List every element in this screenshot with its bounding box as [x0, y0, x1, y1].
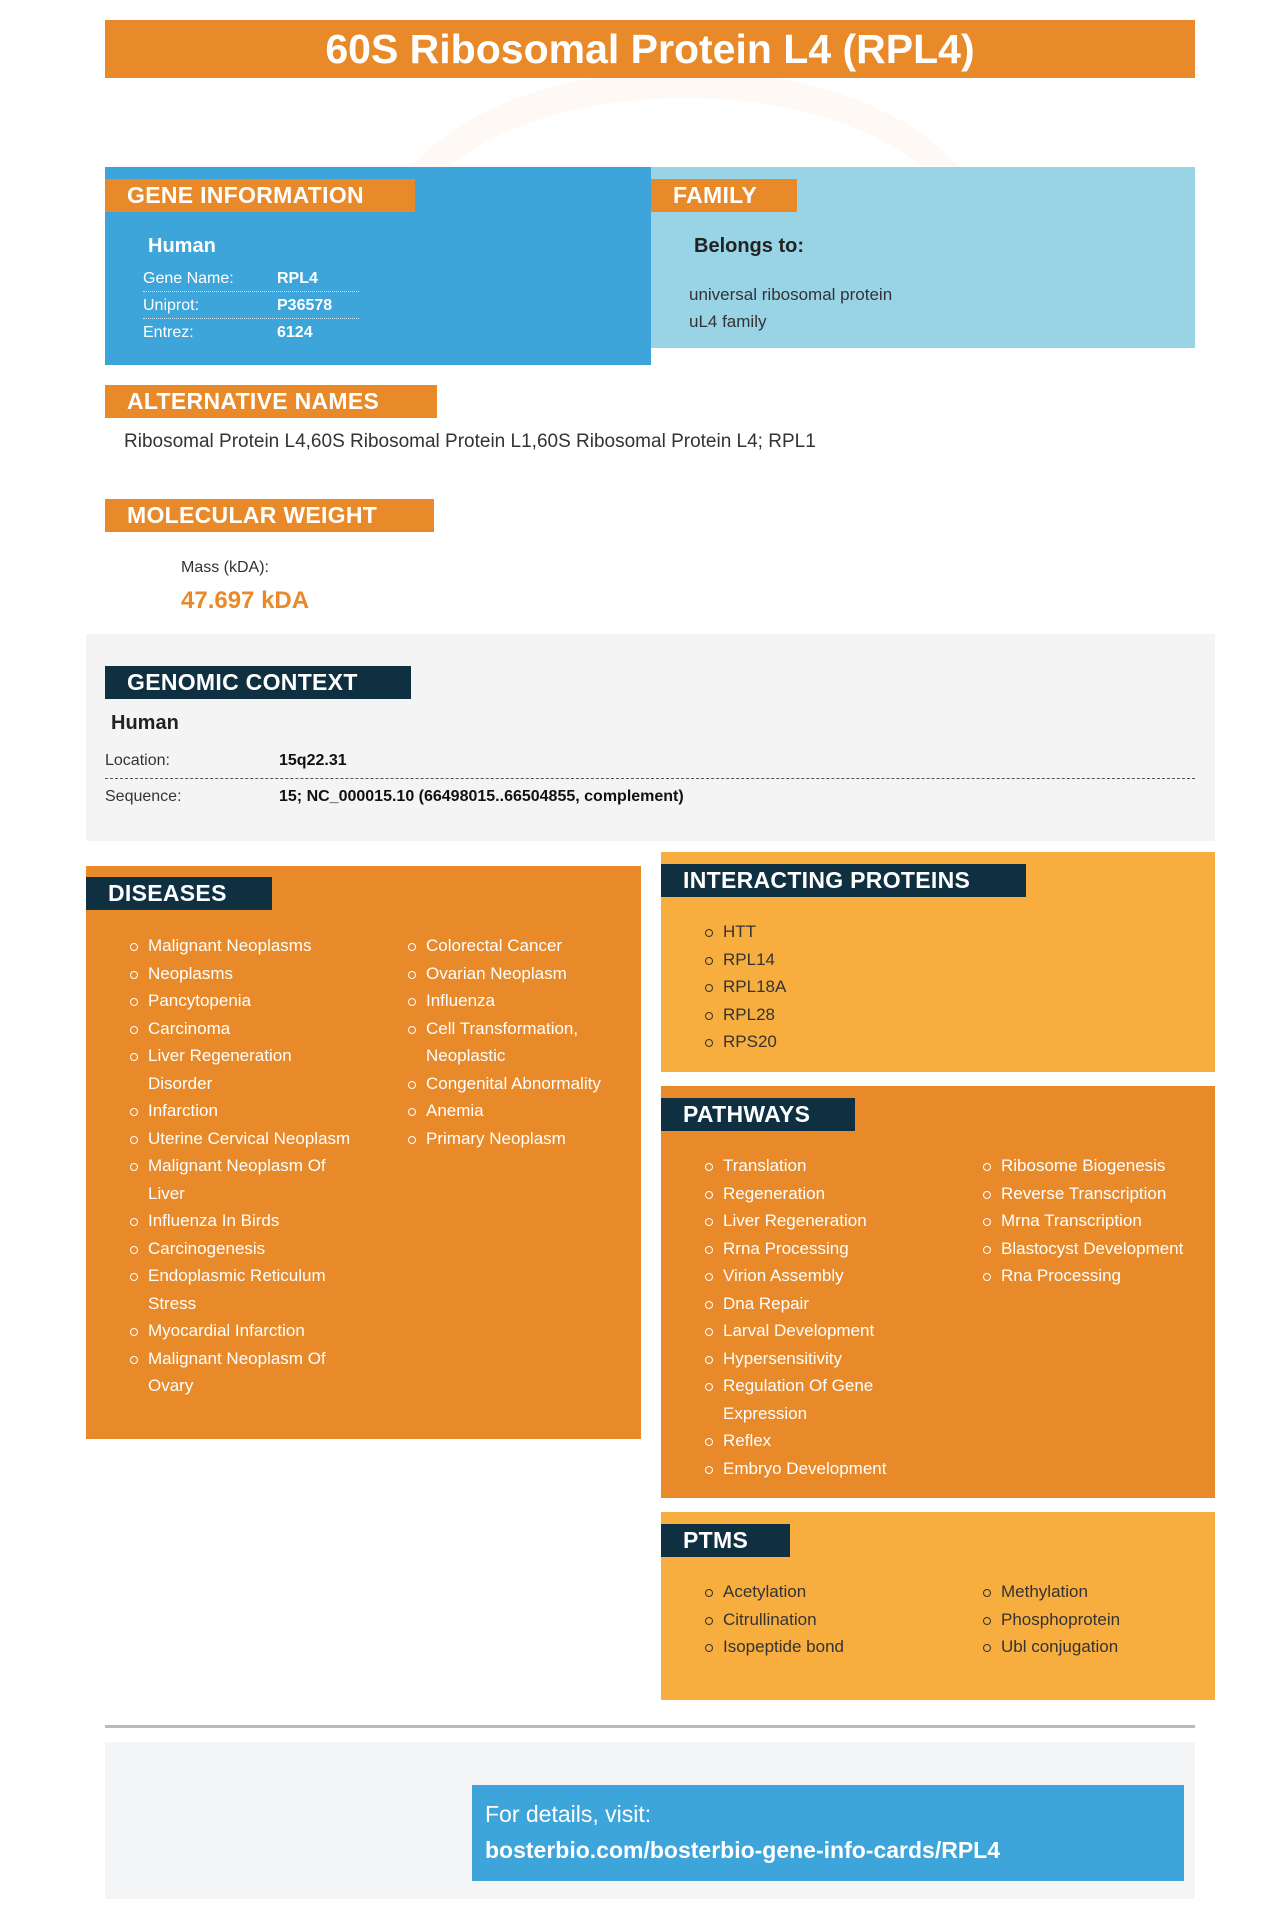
molecular-weight-label: MOLECULAR WEIGHT: [105, 499, 434, 532]
pathway-item: Rna Processing: [982, 1262, 1207, 1290]
disease-item: Infarction: [129, 1097, 359, 1125]
gene-row-value: 6124: [277, 324, 313, 341]
gene-row-key: Entrez:: [143, 324, 194, 341]
disease-item: Congenital Abnormality: [407, 1070, 627, 1098]
disease-item: Malignant Neoplasms: [129, 932, 359, 960]
ptms-list-col1: [704, 1578, 924, 1661]
pathway-item: Blastocyst Development: [982, 1235, 1207, 1263]
disease-item: Anemia: [407, 1097, 627, 1125]
protein-item: RPL18A: [704, 973, 1004, 1001]
family-belongs-to: Belongs to:: [694, 235, 804, 257]
pathway-item: Ribosome Biogenesis: [982, 1152, 1207, 1180]
alternative-names-label: ALTERNATIVE NAMES: [105, 385, 437, 418]
pathway-item: Liver Regeneration: [704, 1207, 929, 1235]
pathways-section: [661, 1086, 1215, 1498]
location-key: Location:: [105, 752, 170, 769]
ptm-item: Acetylation: [704, 1578, 924, 1606]
disease-item: Endoplasmic Reticulum Stress: [129, 1262, 359, 1317]
gene-row-name: [143, 265, 359, 292]
pathway-item: Dna Repair: [704, 1290, 929, 1318]
ptm-item: Ubl conjugation: [982, 1633, 1202, 1661]
disease-item: Pancytopenia: [129, 987, 359, 1015]
footer-details-link[interactable]: [472, 1785, 1184, 1881]
ptms-label: PTMS: [661, 1524, 790, 1557]
interacting-proteins-section: [661, 852, 1215, 1072]
alternative-names-text: Ribosomal Protein L4,60S Ribosomal Protein L1,60S Ribosomal Protein L4; RPL1: [124, 431, 816, 452]
interacting-proteins-list: [704, 918, 1004, 1056]
gene-information-section: [105, 167, 651, 365]
gene-row-key: Uniprot:: [143, 297, 200, 314]
genomic-species: Human: [111, 712, 179, 734]
gene-row-uniprot: [143, 292, 359, 319]
protein-item: RPS20: [704, 1028, 1004, 1056]
ptms-list-col2: [982, 1578, 1202, 1661]
family-text: [689, 281, 989, 335]
ptm-item: Methylation: [982, 1578, 1202, 1606]
disease-item: Colorectal Cancer: [407, 932, 627, 960]
pathway-item: Reflex: [704, 1427, 929, 1455]
pathway-item: Regulation Of Gene Expression: [704, 1372, 929, 1427]
gene-row-entrez: [143, 319, 359, 346]
gene-row-key: Gene Name:: [143, 270, 234, 287]
family-label: FAMILY: [651, 179, 797, 212]
ptms-section: [661, 1512, 1215, 1700]
protein-item: RPL14: [704, 946, 1004, 974]
protein-item: HTT: [704, 918, 1004, 946]
footer-divider: [105, 1725, 1195, 1728]
pathway-item: Mrna Transcription: [982, 1207, 1207, 1235]
pathways-list-col1: [704, 1152, 929, 1482]
pathway-item: Regeneration: [704, 1180, 929, 1208]
disease-item: Primary Neoplasm: [407, 1125, 627, 1153]
disease-item: Influenza In Birds: [129, 1207, 359, 1235]
pathway-item: Reverse Transcription: [982, 1180, 1207, 1208]
disease-item: Malignant Neoplasm Of Ovary: [129, 1345, 359, 1400]
gene-species: Human: [148, 235, 216, 257]
disease-item: Carcinogenesis: [129, 1235, 359, 1263]
disease-item: Ovarian Neoplasm: [407, 960, 627, 988]
pathway-item: Hypersensitivity: [704, 1345, 929, 1373]
disease-item: Cell Transformation, Neoplastic: [407, 1015, 627, 1070]
pathway-item: Virion Assembly: [704, 1262, 929, 1290]
diseases-label: DISEASES: [86, 877, 272, 910]
mass-value: 47.697 kDA: [181, 587, 310, 614]
diseases-section: [86, 866, 641, 1439]
sequence-value: 15; NC_000015.10 (66498015..66504855, complement): [279, 788, 684, 805]
gene-info-table: [143, 265, 359, 346]
disease-item: Myocardial Infarction: [129, 1317, 359, 1345]
genomic-context-label: GENOMIC CONTEXT: [105, 666, 411, 699]
location-value: 15q22.31: [279, 752, 347, 769]
family-line: uL4 family: [689, 312, 767, 331]
ptm-item: Phosphoprotein: [982, 1606, 1202, 1634]
ptm-item: Isopeptide bond: [704, 1633, 924, 1661]
disease-item: Neoplasms: [129, 960, 359, 988]
pathways-list-col2: [982, 1152, 1207, 1290]
ptm-item: Citrullination: [704, 1606, 924, 1634]
pathway-item: Larval Development: [704, 1317, 929, 1345]
family-section: [651, 167, 1195, 348]
interacting-proteins-label: INTERACTING PROTEINS: [661, 864, 1026, 897]
disease-item: Liver Regeneration Disorder: [129, 1042, 359, 1097]
diseases-list-col2: [407, 932, 627, 1152]
disease-item: Carcinoma: [129, 1015, 359, 1043]
gene-row-value: RPL4: [277, 270, 318, 287]
gene-information-label: GENE INFORMATION: [105, 179, 415, 212]
pathway-item: Translation: [704, 1152, 929, 1180]
disease-item: Influenza: [407, 987, 627, 1015]
family-line: universal ribosomal protein: [689, 285, 893, 304]
disease-item: Malignant Neoplasm Of Liver: [129, 1152, 359, 1207]
disease-item: Uterine Cervical Neoplasm: [129, 1125, 359, 1153]
genomic-context-section: [86, 634, 1215, 841]
gene-row-value: P36578: [277, 297, 333, 314]
footer-url[interactable]: bosterbio.com/bosterbio-gene-info-cards/RPL4: [485, 1837, 1000, 1863]
footer-prompt: For details, visit:: [485, 1801, 652, 1827]
protein-item: RPL28: [704, 1001, 1004, 1029]
page-title: 60S Ribosomal Protein L4 (RPL4): [105, 20, 1195, 78]
diseases-list-col1: [129, 932, 359, 1400]
sequence-row: [105, 779, 1195, 815]
location-row: [105, 743, 1195, 779]
sequence-key: Sequence:: [105, 788, 182, 805]
pathways-label: PATHWAYS: [661, 1098, 855, 1131]
pathway-item: Embryo Development: [704, 1455, 929, 1483]
mass-label: Mass (kDA):: [181, 559, 269, 576]
pathway-item: Rrna Processing: [704, 1235, 929, 1263]
